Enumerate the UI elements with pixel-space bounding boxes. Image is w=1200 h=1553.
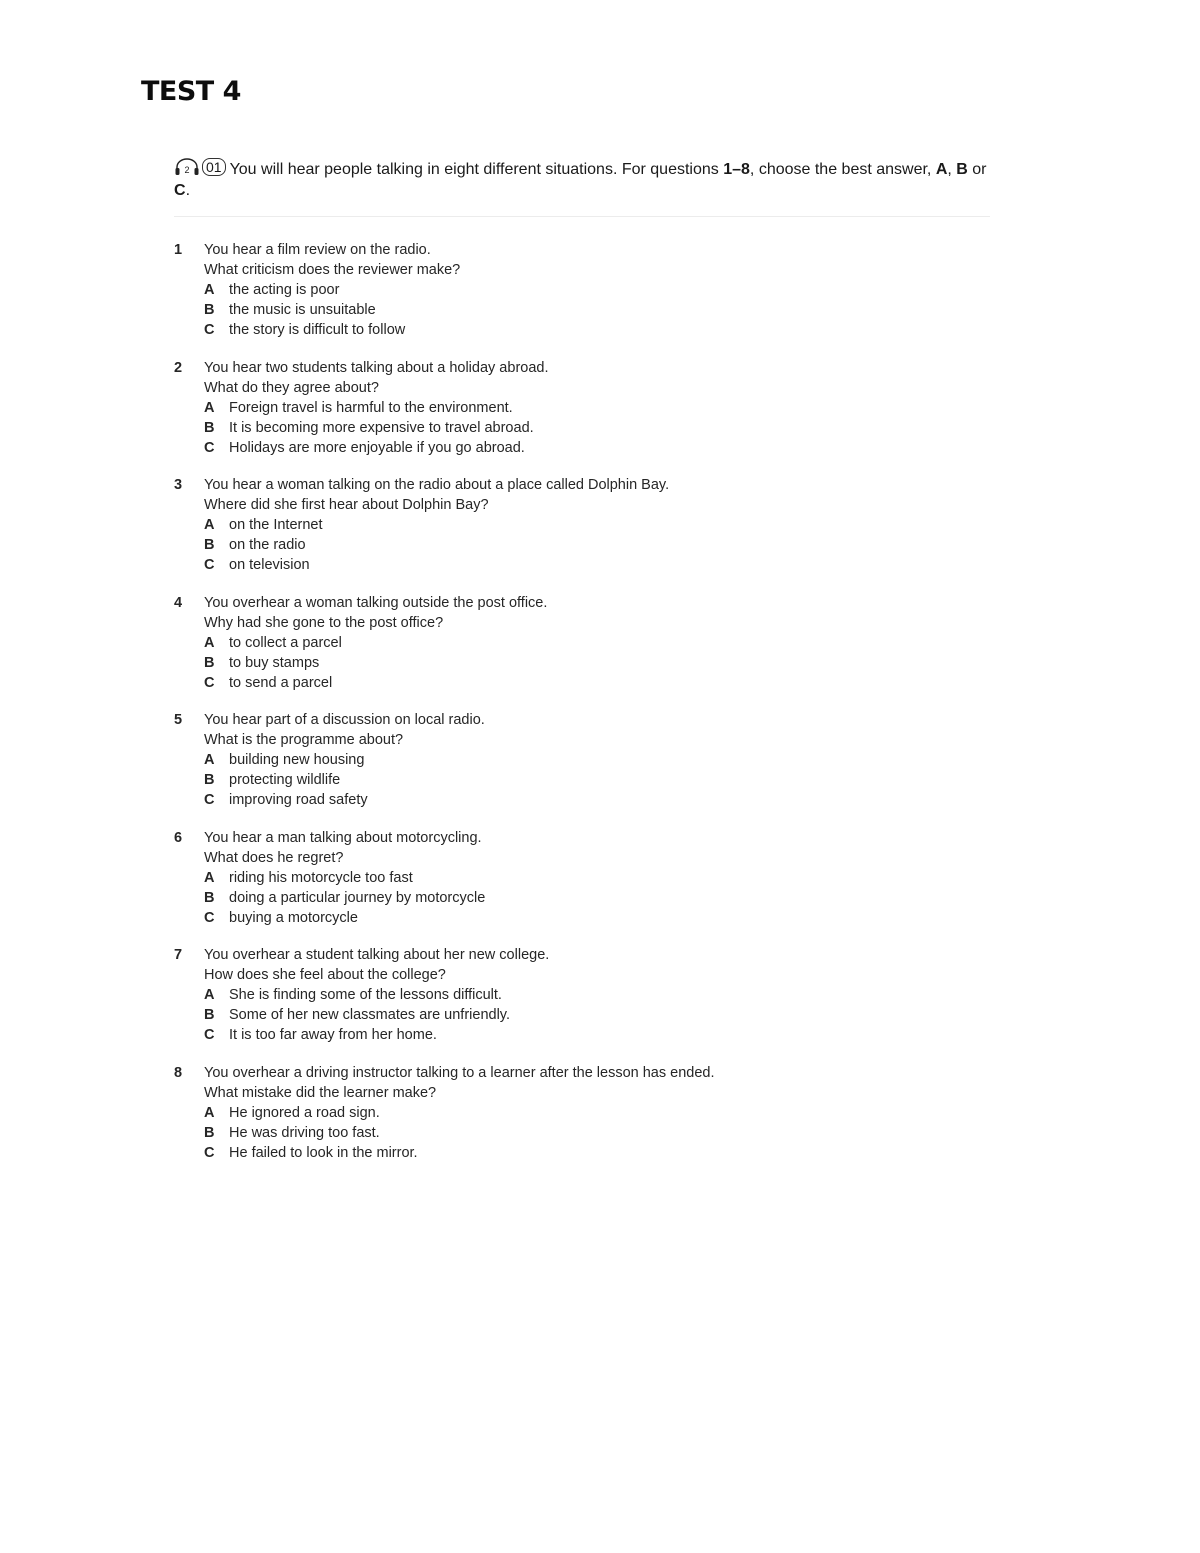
question-text: What do they agree about? <box>204 379 379 396</box>
question-context: You overhear a driving instructor talking to a learner after the lesson has ended. <box>204 1064 715 1081</box>
option-letter: C <box>204 557 215 573</box>
question-context: You hear a film review on the radio. <box>204 242 431 258</box>
question-text: Where did she first hear about Dolphin Bay? <box>204 497 489 513</box>
option-letter: A <box>204 752 215 768</box>
question-number: 5 <box>174 712 183 728</box>
option-b <box>204 535 954 555</box>
question-list <box>174 240 954 1180</box>
question-text: Why had she gone to the post office? <box>204 614 444 631</box>
option-c <box>204 673 954 693</box>
option-letter: A <box>204 399 215 416</box>
option-text: the story is difficult to follow <box>229 322 406 338</box>
question-5 <box>174 710 954 828</box>
option-letter: B <box>204 302 215 318</box>
question-text: What mistake did the learner make? <box>204 1084 437 1101</box>
option-a <box>204 1103 954 1123</box>
option-letter: A <box>204 987 215 1003</box>
option-text: the music is unsuitable <box>229 302 376 318</box>
option-c <box>204 790 954 810</box>
option-a <box>204 280 954 300</box>
audio-track-badge <box>174 158 226 176</box>
option-text: It is becoming more expensive to travel abroad. <box>229 419 534 436</box>
option-b <box>204 770 954 790</box>
question-context: You hear two students talking about a holiday abroad. <box>204 359 549 376</box>
option-b <box>204 418 954 438</box>
option-text: He failed to look in the mirror. <box>229 1144 418 1161</box>
question-context: You overhear a student talking about her new college. <box>204 947 550 963</box>
question-number: 7 <box>174 947 183 963</box>
option-b <box>204 888 954 908</box>
question-number: 2 <box>174 359 183 376</box>
question-4 <box>174 593 954 711</box>
option-letter: C <box>204 674 215 691</box>
option-text: to collect a parcel <box>229 634 342 651</box>
question-number: 6 <box>174 829 183 846</box>
divider <box>174 216 990 217</box>
headphones-icon <box>174 158 200 176</box>
question-context: You hear part of a discussion on local radio. <box>204 712 485 728</box>
option-a <box>204 750 954 770</box>
question-number: 3 <box>174 477 183 493</box>
option-letter: A <box>204 282 215 298</box>
question-8 <box>174 1063 954 1181</box>
option-text: on the radio <box>229 537 306 553</box>
question-number: 1 <box>174 242 183 258</box>
question-3 <box>174 475 954 593</box>
option-text: She is finding some of the lessons difficult. <box>229 987 502 1003</box>
option-c <box>204 1143 954 1163</box>
option-text: on television <box>229 557 310 573</box>
option-letter: A <box>204 869 215 886</box>
option-text: to send a parcel <box>229 674 333 691</box>
option-text: He was driving too fast. <box>229 1124 380 1141</box>
option-text: Foreign travel is harmful to the environment. <box>229 399 513 416</box>
question-number: 8 <box>174 1064 183 1081</box>
option-b <box>204 300 954 320</box>
question-number: 4 <box>174 594 183 611</box>
option-c <box>204 908 954 928</box>
option-a <box>204 515 954 535</box>
question-text: What criticism does the reviewer make? <box>204 262 461 278</box>
option-letter: C <box>204 792 215 808</box>
option-letter: B <box>204 654 215 671</box>
question-1 <box>174 240 954 358</box>
instructions <box>174 158 1004 201</box>
option-text: protecting wildlife <box>229 772 341 788</box>
option-a <box>204 633 954 653</box>
option-c <box>204 320 954 340</box>
option-letter: A <box>204 517 215 533</box>
option-letter: B <box>204 772 215 788</box>
question-2 <box>174 358 954 476</box>
option-text: the acting is poor <box>229 282 340 298</box>
option-text: building new housing <box>229 752 365 768</box>
option-text: improving road safety <box>229 792 368 808</box>
question-text: What does he regret? <box>204 849 344 866</box>
question-context: You hear a woman talking on the radio about a place called Dolphin Bay. <box>204 477 670 493</box>
question-context: You hear a man talking about motorcycling. <box>204 829 482 846</box>
option-text: buying a motorcycle <box>229 909 358 926</box>
option-b <box>204 1005 954 1025</box>
option-a <box>204 868 954 888</box>
option-b <box>204 653 954 673</box>
audio-track-number: 01 <box>202 158 226 176</box>
option-text: Holidays are more enjoyable if you go abroad. <box>229 439 525 456</box>
option-letter: B <box>204 1124 215 1141</box>
option-letter: C <box>204 909 215 926</box>
option-a <box>204 985 954 1005</box>
question-context: You overhear a woman talking outside the post office. <box>204 594 548 611</box>
option-letter: B <box>204 419 215 436</box>
option-text: riding his motorcycle too fast <box>229 869 413 886</box>
option-a <box>204 398 954 418</box>
option-letter: C <box>204 1027 215 1043</box>
option-letter: A <box>204 634 215 651</box>
option-c <box>204 438 954 458</box>
option-text: to buy stamps <box>229 654 320 671</box>
option-text: It is too far away from her home. <box>229 1027 437 1043</box>
option-text: doing a particular journey by motorcycle <box>229 889 486 906</box>
option-c <box>204 555 954 575</box>
option-letter: B <box>204 889 215 906</box>
question-text: What is the programme about? <box>204 732 404 748</box>
option-b <box>204 1123 954 1143</box>
page-title: TEST 4 <box>141 76 241 107</box>
question-7 <box>174 945 954 1063</box>
option-letter: C <box>204 322 215 338</box>
option-text: Some of her new classmates are unfriendly. <box>229 1007 511 1023</box>
question-text: How does she feel about the college? <box>204 967 446 983</box>
option-text: He ignored a road sign. <box>229 1104 380 1121</box>
option-letter: B <box>204 537 215 553</box>
option-letter: C <box>204 1144 215 1161</box>
option-c <box>204 1025 954 1045</box>
instructions-text: You will hear people talking in eight different situations. For questions 1–8, choose the best answer, A, B or C. <box>174 161 987 199</box>
option-text: on the Internet <box>229 517 323 533</box>
option-letter: A <box>204 1104 215 1121</box>
question-6 <box>174 828 954 946</box>
audio-disc-number: 2 <box>184 165 190 175</box>
option-letter: C <box>204 439 215 456</box>
option-letter: B <box>204 1007 215 1023</box>
